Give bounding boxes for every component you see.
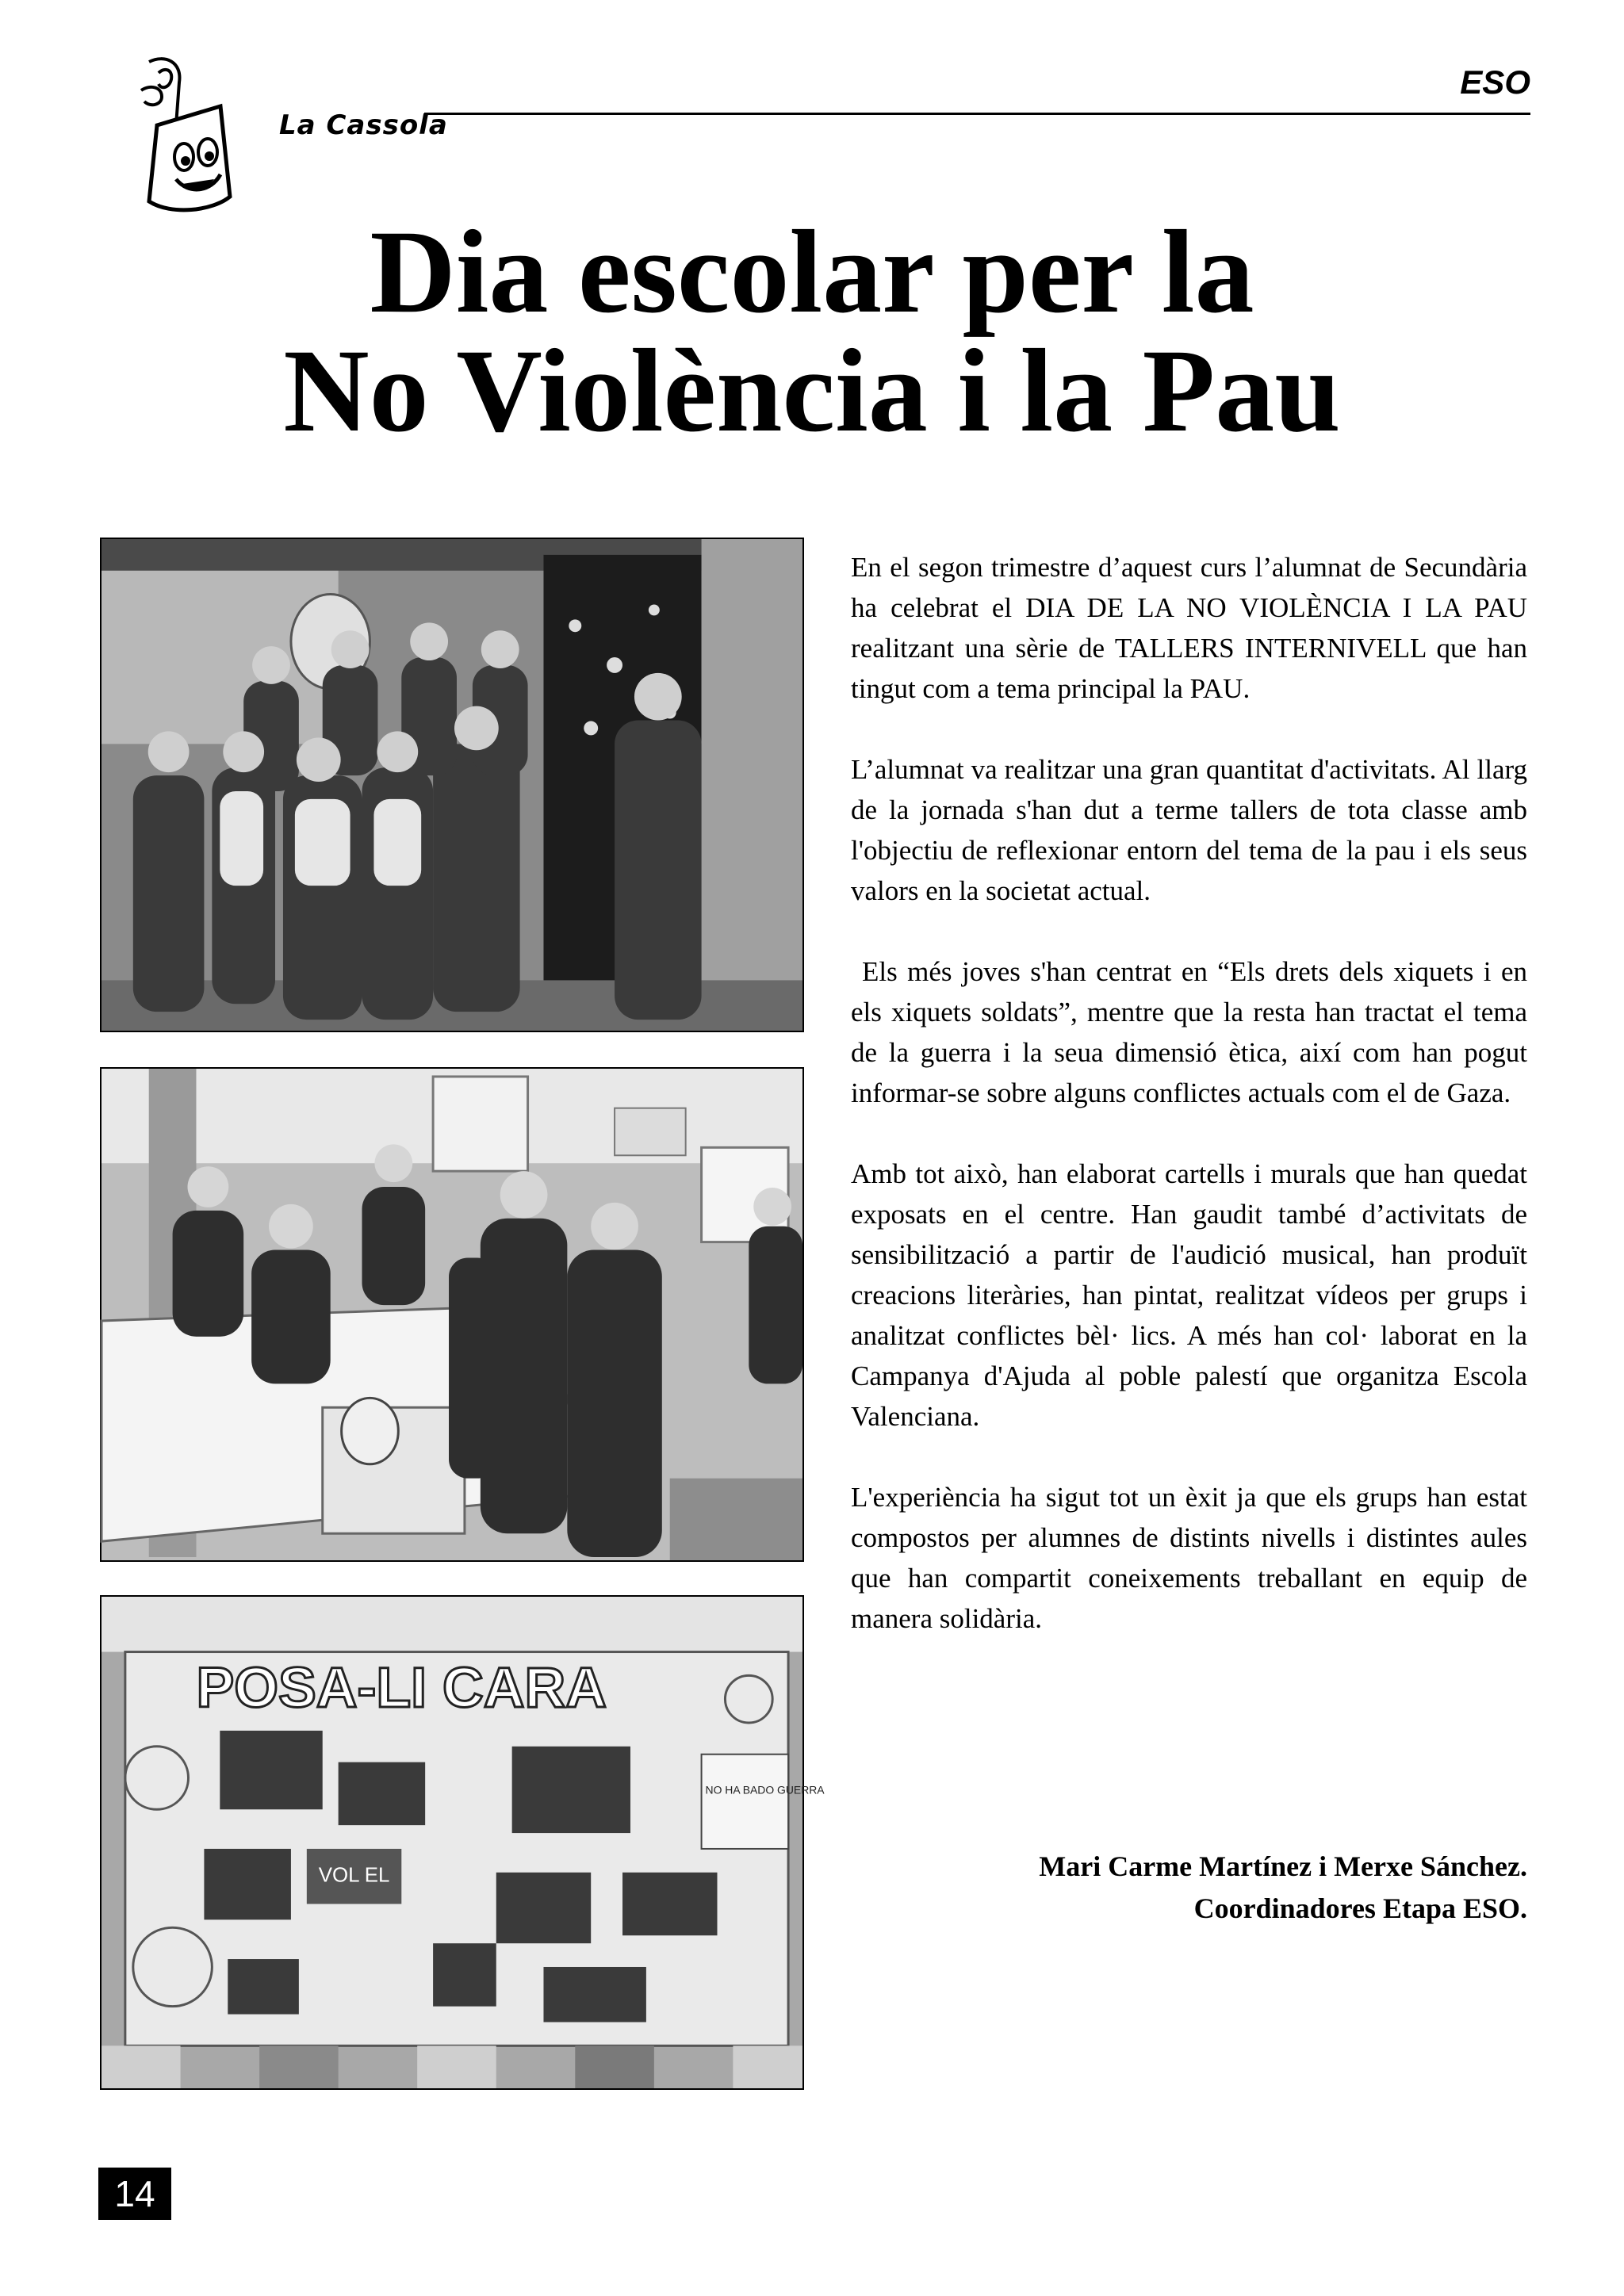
section-tag: ESO [1460, 63, 1530, 101]
cooking-pot-mascot-icon [127, 55, 238, 230]
mural-note: NO HA BADO GUERRA [705, 1783, 825, 1797]
article-title-line-1: Dia escolar per la [370, 206, 1254, 338]
article-paragraph-5: L'experiència ha sigut tot un èxit ja que els grups han estat compostos per alumnes de distints nivells i distintes aules que han compartit coneixements treballant en equip de manera solidària. [851, 1482, 1527, 1634]
header-rule [424, 113, 1530, 115]
photo-students-corridor [100, 538, 804, 1032]
article-paragraph-4: Amb tot això, han elaborat cartells i murals que han quedat exposats en el centre. Han gaudit també d’activitats de sensibilització a partir de l'audició musical, han produït creacions literàries, han pintat, realitzat vídeos per grups i analitzat conflictes bèl· lics. A més han col· laborat en la Campanya d'Ajuda al poble palestí que organitza Escola Valenciana. [851, 1158, 1527, 1432]
mural-tag: VOL EL [318, 1864, 390, 1887]
magazine-name: La Cassola [279, 109, 448, 141]
photo-mural-posa-li-cara [100, 1595, 825, 2090]
article-body [851, 547, 1527, 1679]
photo-students-classroom [100, 1067, 804, 1562]
article-paragraph-3: Els més joves s'han centrat en “Els drets dels xiquets i en els xiquets soldats”, mentre que la resta han tractat el tema de la guerra i la seua dimensió ètica, així com han pogut informar-se sobre alguns conflictes actuals com el de Gaza. [851, 956, 1527, 1108]
article-title-line-2: No Violència i la Pau [283, 325, 1341, 457]
page-number: 14 [98, 2168, 171, 2220]
article-paragraph-1: En el segon trimestre d’aquest curs l’alumnat de Secundària ha celebrat el DIA DE LA NO VIOLÈNCIA I LA PAU realitzant una sèrie de TALLERS INTERNIVELL que han tingut com a tema principal la PAU. [851, 552, 1527, 704]
article-title [0, 206, 1624, 457]
article-paragraph-2: L’alumnat va realitzar una gran quantitat d'activitats. Al llarg de la jornada s'han dut a terme tallers de tota classe amb l'objectiu de reflexionar entorn del tema de la pau i els seus valors en la societat actual. [851, 754, 1527, 906]
signature-authors: Mari Carme Martínez i Merxe Sánchez. [1039, 1850, 1527, 1882]
mural-heading: POSA-LI CARA [196, 1656, 607, 1720]
article-signature [1039, 1846, 1527, 1930]
signature-role: Coordinadores Etapa ESO. [1193, 1892, 1527, 1924]
